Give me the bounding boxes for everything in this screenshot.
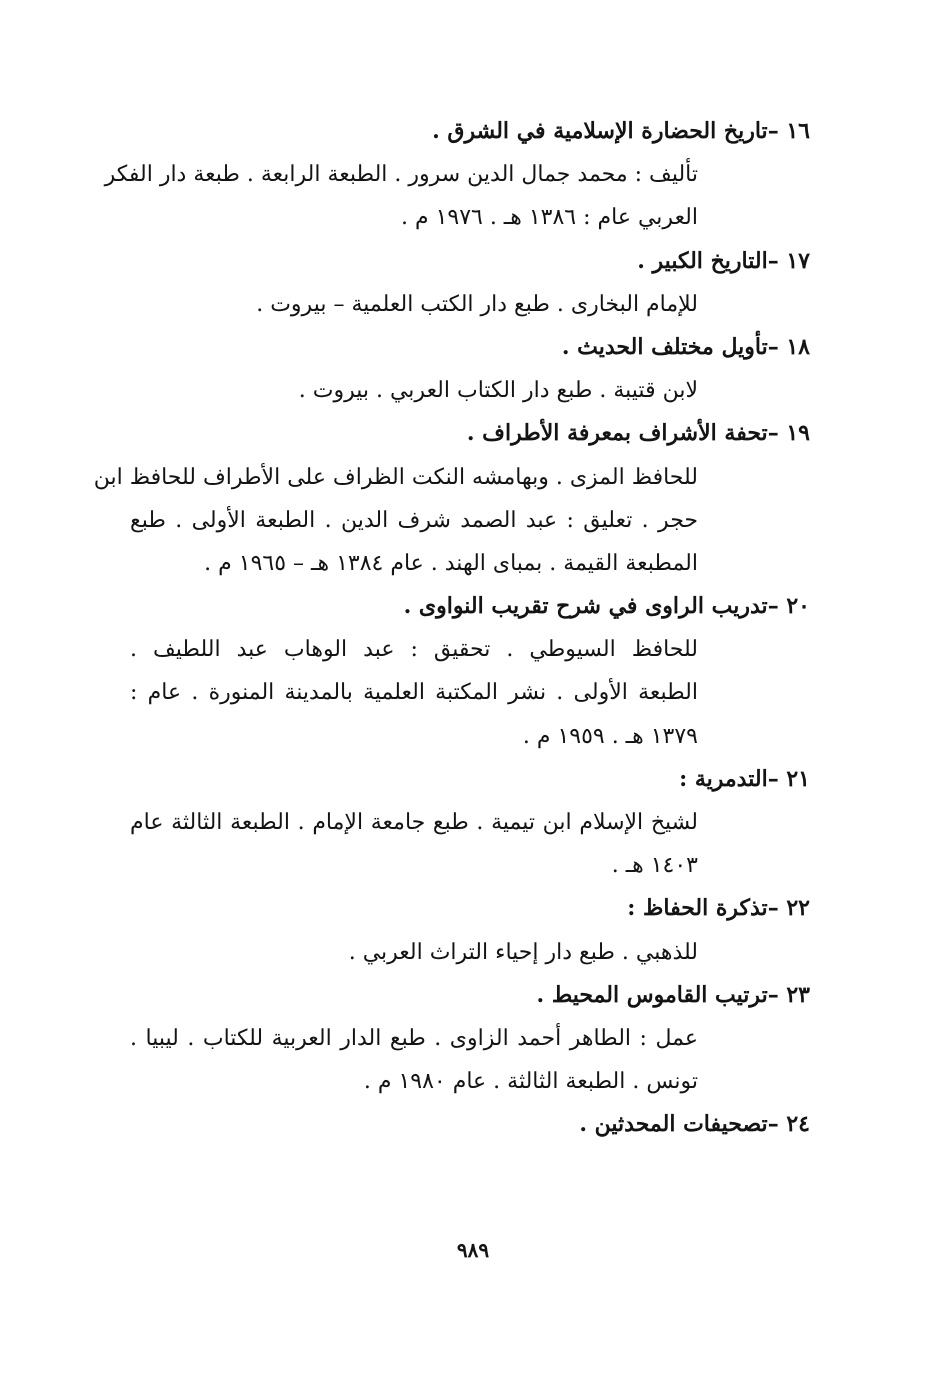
entry-title: تاريخ الحضارة الإسلامية في الشرق .	[432, 118, 768, 144]
entry-detail-line: حجر . تعليق : عبد الصمد شرف الدين . الطبعة الأولى . طبع	[130, 507, 698, 533]
entry-detail-line: المطبعة القيمة . بمباى الهند . عام ١٣٨٤ هـ – ١٩٦٥ م .	[204, 550, 698, 576]
entry-detail-line: للحافظ السيوطي . تحقيق : عبد الوهاب عبد اللطيف .	[130, 637, 698, 663]
entry-number: ٢١	[786, 765, 810, 792]
entry-separator: –	[767, 593, 787, 620]
entry-heading	[130, 1103, 810, 1146]
entry-number: ٢٤	[786, 1111, 810, 1138]
entry-title: تحفة الأشراف بمعرفة الأطراف .	[466, 420, 768, 447]
entry-separator: –	[767, 765, 787, 792]
entry-detail-line: عمل : الطاهر أحمد الزاوى . طبع الدار العربية للكتاب . ليبيا .	[130, 1025, 698, 1051]
entry-title: تذكرة الحفاظ :	[627, 895, 768, 922]
entry-number: ٢٢	[786, 895, 810, 922]
entry-number: ٢٠	[786, 593, 810, 620]
entry-detail-line: ١٤٠٣ هـ .	[611, 853, 698, 879]
entry-title: تصحيفات المحدثين .	[579, 1111, 768, 1138]
entry-detail-line: للإمام البخارى . طبع دار الكتب العلمية – بيروت .	[256, 291, 698, 317]
entry-number: ١٦	[786, 118, 810, 144]
entry-detail-line: العربي عام : ١٣٨٦ هـ . ١٩٧٦ م .	[400, 205, 698, 231]
entry-separator: –	[767, 1111, 787, 1138]
entry-title: التاريخ الكبير .	[637, 247, 768, 274]
entry-number: ١٩	[786, 420, 810, 447]
entry-separator: –	[767, 247, 787, 274]
entry-detail-line: للحافظ المزى . وبهامشه النكت الظراف على الأطراف للحافظ ابن	[93, 464, 698, 490]
entry-number: ٢٣	[786, 981, 810, 1008]
entry-title: ترتيب القاموس المحيط .	[536, 981, 768, 1008]
entry-detail-line: لشيخ الإسلام ابن تيمية . طبع جامعة الإمام . الطبعة الثالثة عام	[130, 810, 698, 835]
entry-title: تأويل مختلف الحديث .	[561, 333, 768, 360]
entry-separator: –	[767, 895, 787, 922]
entry-separator: –	[767, 118, 787, 144]
entry-heading	[130, 110, 810, 153]
entry-detail-line: الطبعة الأولى . نشر المكتبة العلمية بالمدينة المنورة . عام :	[130, 680, 698, 706]
entry-title: التدمرية :	[679, 765, 768, 792]
entry-heading	[130, 887, 810, 930]
entry-number: ١٧	[786, 247, 810, 274]
entry-separator: –	[767, 981, 787, 1008]
entry-heading	[130, 240, 810, 283]
entry-heading	[130, 974, 810, 1017]
entry-detail-line: ١٣٧٩ هـ . ١٩٥٩ م .	[522, 723, 698, 749]
entry-detail-line: تأليف : محمد جمال الدين سرور . الطبعة الرابعة . طبعة دار الفكر	[104, 162, 698, 188]
entry-heading	[130, 585, 810, 628]
entry-number: ١٨	[786, 333, 810, 360]
entry-heading	[130, 412, 810, 455]
entry-separator: –	[767, 333, 787, 360]
entry-detail-line: تونس . الطبعة الثالثة . عام ١٩٨٠ م .	[363, 1069, 698, 1095]
entry-title: تدريب الراوى في شرح تقريب النواوى .	[403, 593, 768, 620]
entry-separator: –	[767, 420, 787, 447]
entry-detail-line: للذهبي . طبع دار إحياء التراث العربي .	[348, 939, 698, 965]
page-number: ٩٨٩	[456, 1238, 490, 1262]
bibliography-list	[93, 110, 810, 1147]
entry-heading	[130, 758, 810, 801]
entry-heading	[130, 326, 810, 369]
entry-detail-line: لابن قتيبة . طبع دار الكتاب العربي . بيروت .	[298, 378, 698, 404]
